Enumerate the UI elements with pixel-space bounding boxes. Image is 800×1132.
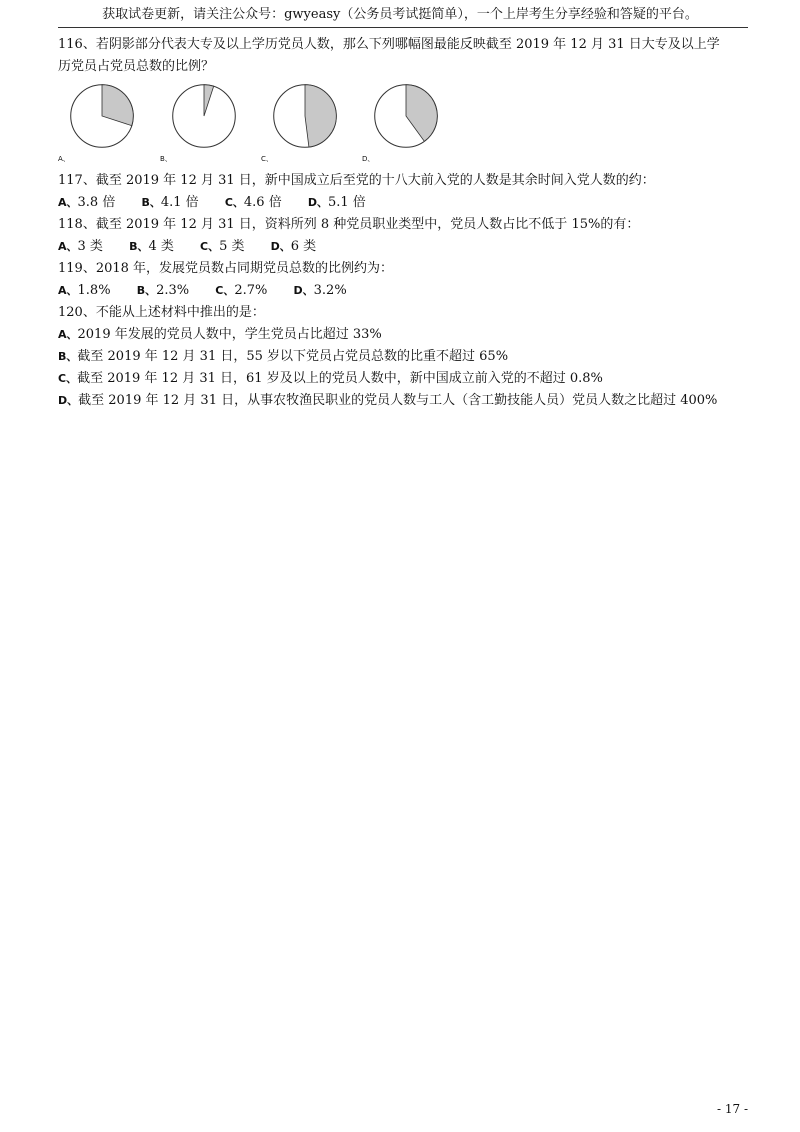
q119-option-b[interactable]: [137, 280, 189, 302]
option-text: 2019 年发展的党员人数中，学生党员占比超过 33%: [77, 327, 382, 342]
option-letter: C、: [224, 196, 244, 209]
q120-stem: 120、不能从上述材料中推出的是：: [58, 305, 265, 320]
pie-option-a[interactable]: [58, 82, 136, 164]
q118-stem: 118、截至 2019 年 12 月 31 日，资料所列 8 种党员职业类型中，党员人数占比不低于 15%的有：: [58, 217, 640, 232]
q120-option-a[interactable]: [58, 324, 758, 346]
q120-option-d[interactable]: [58, 390, 758, 412]
option-letter: D、: [307, 196, 328, 209]
option-text: 3.8 倍: [77, 195, 116, 210]
q117-options: [58, 192, 758, 214]
option-letter: B、: [58, 350, 78, 363]
option-letter: B、: [136, 284, 157, 297]
q118-options: [58, 236, 758, 258]
pie-option-b[interactable]: [160, 82, 238, 164]
q119-option-c[interactable]: [215, 280, 267, 302]
option-text: 1.8%: [77, 283, 111, 298]
q116-stem-line1: 116、若阴影部分代表大专及以上学历党员人数，那么下列哪幅图最能反映截至 2019 年 12 月 31 日大专及以上学: [58, 37, 720, 52]
q117-option-d[interactable]: [308, 192, 366, 214]
pie-label-a: A、: [58, 155, 70, 163]
page-content: [58, 34, 758, 412]
option-text: 5 类: [219, 239, 245, 254]
q117-option-a[interactable]: [58, 192, 115, 214]
option-text: 4.6 倍: [243, 195, 282, 210]
pie-chart-b: [170, 82, 238, 150]
pie-label-b: B、: [160, 155, 172, 163]
option-text: 2.3%: [156, 283, 190, 298]
option-text: 截至 2019 年 12 月 31 日，55 岁以下党员占党员总数的比重不超过 65%: [77, 349, 509, 364]
q117-stem: 117、截至 2019 年 12 月 31 日，新中国成立后至党的十八大前入党的人数是其余时间入党人数的约：: [58, 173, 655, 188]
pie-label-c: C、: [261, 155, 273, 163]
option-letter: B、: [129, 240, 149, 253]
option-letter: D、: [270, 240, 291, 253]
option-letter: A、: [58, 284, 78, 297]
q118-option-a[interactable]: [58, 236, 103, 258]
q119-option-a[interactable]: [58, 280, 111, 302]
pie-option-c[interactable]: [261, 82, 339, 164]
option-text: 4.1 倍: [160, 195, 199, 210]
pie-chart-c: [271, 82, 339, 150]
option-text: 截至 2019 年 12 月 31 日，61 岁及以上的党员人数中，新中国成立前入党的不超过 0.8%: [77, 371, 603, 386]
pie-chart-d: [372, 82, 440, 150]
option-text: 2.7%: [234, 283, 268, 298]
q116-stem-line2: 历党员占党员总数的比例？: [58, 59, 215, 74]
q117-option-b[interactable]: [141, 192, 198, 214]
page-header: 获取试卷更新，请关注公众号：gwyeasy（公务员考试挺简单），一个上岸考生分享经验和答疑的平台。: [102, 7, 698, 22]
q120-option-b[interactable]: [58, 346, 758, 368]
q118-option-d[interactable]: [271, 236, 317, 258]
option-text: 5.1 倍: [327, 195, 366, 210]
option-letter: C、: [215, 284, 235, 297]
page-number: - 17 -: [716, 1102, 748, 1116]
option-letter: C、: [200, 240, 220, 253]
option-letter: B、: [141, 196, 161, 209]
option-text: 截至 2019 年 12 月 31 日，从事农牧渔民职业的党员人数与工人（含工勤技能人员）党员人数之比超过 400%: [78, 393, 718, 408]
q119-options: [58, 280, 758, 302]
q120-option-c[interactable]: [58, 368, 758, 390]
q116-pie-options: [58, 82, 758, 168]
q118-option-b[interactable]: [129, 236, 174, 258]
q119-stem: 119、2018 年，发展党员数占同期党员总数的比例约为：: [58, 261, 394, 276]
option-text: 4 类: [148, 239, 174, 254]
header-rule: [58, 27, 748, 28]
q117-option-c[interactable]: [225, 192, 282, 214]
q119-option-d[interactable]: [294, 280, 347, 302]
option-text: 6 类: [290, 239, 317, 254]
option-letter: A、: [58, 328, 78, 341]
option-letter: D、: [293, 284, 314, 297]
pie-label-d: D、: [362, 155, 375, 163]
option-text: 3 类: [77, 239, 103, 254]
option-text: 3.2%: [313, 283, 347, 298]
q118-option-c[interactable]: [200, 236, 244, 258]
option-letter: A、: [58, 240, 78, 253]
option-letter: D、: [58, 394, 79, 407]
pie-shaded-slice: [305, 85, 336, 147]
option-letter: A、: [58, 196, 78, 209]
pie-chart-a: [68, 82, 136, 150]
pie-option-d[interactable]: [362, 82, 440, 164]
option-letter: C、: [58, 372, 78, 385]
